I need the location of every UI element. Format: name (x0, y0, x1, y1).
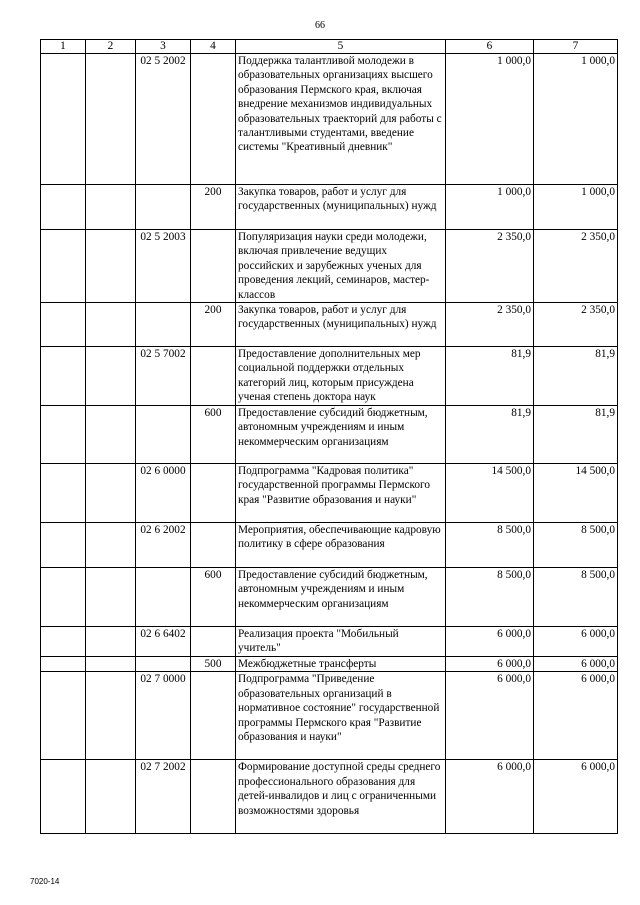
amount-cell: 6 000,0 (446, 627, 534, 657)
table-row (41, 657, 618, 672)
code-cell: 02 5 2003 (136, 230, 191, 303)
column-header: 2 (86, 40, 136, 54)
table-row (41, 185, 618, 230)
code-cell (136, 303, 191, 347)
col1-cell (41, 54, 86, 185)
description-cell: Закупка товаров, работ и услуг для государственных (муниципальных) нужд (236, 185, 446, 230)
code-cell: 02 5 2002 (136, 54, 191, 185)
col2-cell (86, 185, 136, 230)
table-header-row (41, 40, 618, 54)
col1-cell (41, 347, 86, 406)
col1-cell (41, 672, 86, 760)
type-cell: 200 (191, 185, 236, 230)
amount-cell: 1 000,0 (446, 54, 534, 185)
col2-cell (86, 347, 136, 406)
document-code: 7020-14 (30, 877, 60, 886)
code-cell (136, 185, 191, 230)
col1-cell (41, 185, 86, 230)
col1-cell (41, 627, 86, 657)
col1-cell (41, 568, 86, 627)
description-cell: Мероприятия, обеспечивающие кадровую политику в сфере образования (236, 523, 446, 568)
column-header: 6 (446, 40, 534, 54)
amount-cell: 8 500,0 (534, 568, 618, 627)
code-cell: 02 6 2002 (136, 523, 191, 568)
type-cell: 600 (191, 406, 236, 464)
type-cell (191, 464, 236, 523)
amount-cell: 8 500,0 (534, 523, 618, 568)
table-row (41, 672, 618, 760)
type-cell: 200 (191, 303, 236, 347)
col2-cell (86, 760, 136, 834)
amount-cell: 6 000,0 (446, 760, 534, 834)
description-cell: Предоставление субсидий бюджетным, автономным учреждениям и иным некоммерческим организациям (236, 568, 446, 627)
col1-cell (41, 303, 86, 347)
table-row (41, 230, 618, 303)
table-row (41, 627, 618, 657)
amount-cell: 6 000,0 (534, 627, 618, 657)
col2-cell (86, 627, 136, 657)
col1-cell (41, 523, 86, 568)
description-cell: Поддержка талантливой молодежи в образовательных организациях высшего образования Пермского края, включая внедрение механизмов индивидуальных образовательных траекторий для работы с талантливыми студентами, введение системы "Креативный дневник" (236, 54, 446, 185)
amount-cell: 2 350,0 (446, 230, 534, 303)
type-cell (191, 54, 236, 185)
code-cell: 02 5 7002 (136, 347, 191, 406)
col1-cell (41, 406, 86, 464)
table-row (41, 54, 618, 185)
amount-cell: 8 500,0 (446, 523, 534, 568)
amount-cell: 2 350,0 (446, 303, 534, 347)
table-row (41, 568, 618, 627)
code-cell (136, 406, 191, 464)
amount-cell: 6 000,0 (534, 760, 618, 834)
table-row (41, 406, 618, 464)
amount-cell: 6 000,0 (446, 672, 534, 760)
table-row (41, 347, 618, 406)
amount-cell: 1 000,0 (534, 54, 618, 185)
description-cell: Предоставление субсидий бюджетным, автономным учреждениям и иным некоммерческим организациям (236, 406, 446, 464)
type-cell (191, 760, 236, 834)
amount-cell: 6 000,0 (534, 672, 618, 760)
type-cell (191, 347, 236, 406)
description-cell: Предоставление дополнительных мер социальной поддержки отдельных категорий лиц, которым присуждена ученая степень доктора наук (236, 347, 446, 406)
col1-cell (41, 230, 86, 303)
code-cell (136, 568, 191, 627)
col1-cell (41, 760, 86, 834)
amount-cell: 14 500,0 (534, 464, 618, 523)
column-header: 5 (236, 40, 446, 54)
col2-cell (86, 672, 136, 760)
col2-cell (86, 523, 136, 568)
description-cell: Формирование доступной среды среднего профессионального образования для детей-инвалидов и лиц с ограниченными возможностями здоровья (236, 760, 446, 834)
col1-cell (41, 464, 86, 523)
description-cell: Межбюджетные трансферты (236, 657, 446, 672)
table-row (41, 760, 618, 834)
type-cell (191, 523, 236, 568)
amount-cell: 6 000,0 (534, 657, 618, 672)
description-cell: Закупка товаров, работ и услуг для государственных (муниципальных) нужд (236, 303, 446, 347)
table-row (41, 303, 618, 347)
col2-cell (86, 657, 136, 672)
col2-cell (86, 464, 136, 523)
col2-cell (86, 568, 136, 627)
amount-cell: 1 000,0 (446, 185, 534, 230)
page-number: 66 (315, 20, 325, 31)
description-cell: Реализация проекта "Мобильный учитель" (236, 627, 446, 657)
description-cell: Подпрограмма "Приведение образовательных организаций в нормативное состояние" государственной программы Пермского края "Развитие образования и науки" (236, 672, 446, 760)
type-cell (191, 230, 236, 303)
code-cell (136, 657, 191, 672)
amount-cell: 81,9 (446, 347, 534, 406)
column-header: 7 (534, 40, 618, 54)
amount-cell: 81,9 (446, 406, 534, 464)
budget-table (40, 39, 618, 834)
column-header: 3 (136, 40, 191, 54)
column-header: 4 (191, 40, 236, 54)
amount-cell: 81,9 (534, 347, 618, 406)
amount-cell: 81,9 (534, 406, 618, 464)
col2-cell (86, 303, 136, 347)
code-cell: 02 6 6402 (136, 627, 191, 657)
description-cell: Популяризация науки среди молодежи, включая привлечение ведущих российских и зарубежных ученых для проведения лекций, семинаров, мастер-классов (236, 230, 446, 303)
amount-cell: 2 350,0 (534, 230, 618, 303)
amount-cell: 1 000,0 (534, 185, 618, 230)
code-cell: 02 6 0000 (136, 464, 191, 523)
type-cell: 500 (191, 657, 236, 672)
type-cell (191, 627, 236, 657)
code-cell: 02 7 2002 (136, 760, 191, 834)
col2-cell (86, 54, 136, 185)
amount-cell: 14 500,0 (446, 464, 534, 523)
code-cell: 02 7 0000 (136, 672, 191, 760)
type-cell (191, 672, 236, 760)
description-cell: Подпрограмма "Кадровая политика" государственной программы Пермского края "Развитие образования и науки" (236, 464, 446, 523)
amount-cell: 6 000,0 (446, 657, 534, 672)
col1-cell (41, 657, 86, 672)
col2-cell (86, 406, 136, 464)
amount-cell: 2 350,0 (534, 303, 618, 347)
col2-cell (86, 230, 136, 303)
type-cell: 600 (191, 568, 236, 627)
table-row (41, 523, 618, 568)
amount-cell: 8 500,0 (446, 568, 534, 627)
table-row (41, 464, 618, 523)
column-header: 1 (41, 40, 86, 54)
